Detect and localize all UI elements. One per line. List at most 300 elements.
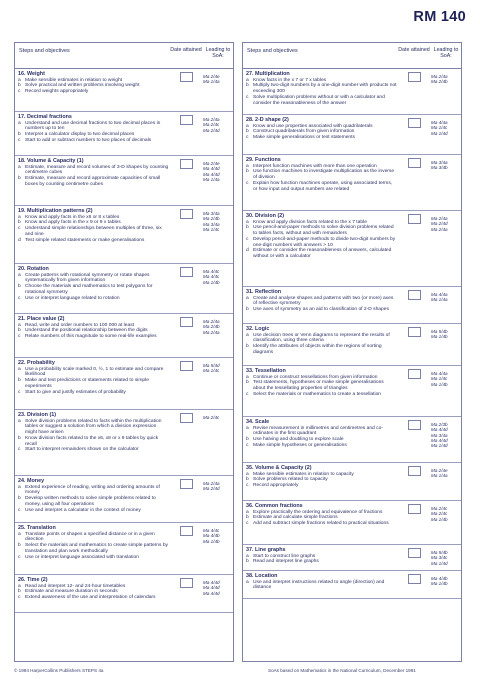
soa-reference: Ma 2/4b <box>431 79 448 85</box>
item-letter: b <box>246 477 249 483</box>
date-attained-cell <box>397 465 431 499</box>
section-title: 29. Functions <box>246 157 281 163</box>
item-letter: a <box>246 163 249 169</box>
soa-reference: Ma 4/4d <box>431 438 448 444</box>
item-text: Understand the positional relationship between the digits <box>25 328 148 334</box>
item-text: Estimate, measure and record volumes of 3-D shapes by counting centimetre cubes <box>25 164 169 176</box>
item-text: Multiply two-digit numbers by a one-digit number with products not exceeding 300 <box>253 83 397 95</box>
section-body <box>246 289 397 322</box>
objective-item <box>18 296 169 302</box>
item-text: Choose the materials and mathematics to test polygons for rotational symmetry <box>25 284 153 295</box>
item-letter: c <box>18 137 21 143</box>
objective-item <box>246 333 397 344</box>
soa-reference: Ma 1/4c <box>203 227 220 233</box>
header-soa: Leading to SoA: <box>205 47 231 60</box>
date-attained-box[interactable] <box>180 526 193 536</box>
sections-left <box>15 69 233 613</box>
item-letter: a <box>18 583 21 589</box>
header-steps: Steps and objectives <box>247 48 298 54</box>
objective-item <box>18 595 169 601</box>
item-letter: a <box>246 77 249 83</box>
soa-reference: Ma 4/4d <box>203 166 220 172</box>
soa-source-footer: SoAs based on Mathematics in the National Curriculum, December 1991 <box>268 668 416 673</box>
item-letter: c <box>18 334 21 340</box>
objective-item <box>18 447 169 453</box>
item-letter: a <box>18 214 21 220</box>
objective-item <box>246 95 397 106</box>
soa-cell <box>203 478 233 521</box>
section-body <box>18 208 169 262</box>
soa-reference: Ma 2/4c <box>203 415 220 420</box>
item-text: Make and test predictions or statements related to simple experiments <box>25 378 149 389</box>
soa-reference: Ma 3/4a <box>203 221 220 227</box>
objective-item <box>246 296 397 307</box>
soa-cell <box>203 360 233 408</box>
soa-reference: Ma 2/3b <box>431 422 448 427</box>
section-title: 28. 2-D shape (2) <box>246 117 289 123</box>
item-text: Extend experience of reading, writing and ordering amounts of money <box>25 484 160 496</box>
objective-item <box>246 380 397 391</box>
soa-reference: Ma 1/4b <box>431 516 448 522</box>
date-attained-box[interactable] <box>180 209 193 219</box>
soa-reference: Ma 2/4b <box>203 216 220 222</box>
item-letter: a <box>18 164 21 170</box>
item-text: Solve multiplication problems without or with a calculator and consider the reasonableness of the answer <box>253 94 385 106</box>
objective-item <box>18 436 169 447</box>
item-letter: b <box>18 284 21 290</box>
soa-reference: Ma 4/4a <box>431 292 448 297</box>
objective-item <box>18 390 169 396</box>
item-text: Use and interpret a calculator in the context of money <box>25 507 141 513</box>
item-letter: a <box>246 374 249 380</box>
item-letter: a <box>246 553 249 559</box>
item-text: Explain how function machines operate, using associated terms, or how input and output numbers are related <box>253 180 393 192</box>
item-text: Use halving and doubling to explore scale <box>253 437 344 443</box>
soa-reference: Ma 2/4c <box>431 511 448 517</box>
section-body <box>246 326 397 364</box>
date-attained-box[interactable] <box>180 317 193 327</box>
soa-cell <box>203 577 233 611</box>
date-attained-cell <box>397 503 431 543</box>
objective-item <box>18 165 169 176</box>
soa-reference: Ma 2/4a <box>203 481 220 486</box>
item-letter: b <box>246 437 249 443</box>
soa-reference: Ma 4/4d <box>431 427 448 433</box>
objective-section <box>15 112 233 156</box>
objectives-column-left <box>14 42 234 662</box>
objectives-column-right <box>242 42 462 662</box>
item-letter: b <box>18 543 21 549</box>
header-date: Date attained <box>170 47 202 53</box>
date-attained-cell <box>397 547 431 569</box>
item-text: Test statements, hypotheses or make simple generalisations about the tessellating properties of triangles <box>253 380 384 392</box>
item-text: Revise measurement in millimetres and centimetres and co-ordinates in the first quadrant <box>253 425 383 437</box>
objective-item <box>18 367 169 378</box>
copyright-footer: © 1994 HarperCollins Publishers STEPS 4a <box>14 668 104 673</box>
objective-item <box>246 307 397 313</box>
column-header <box>15 43 233 69</box>
soa-reference: Ma 1/4a <box>203 177 220 183</box>
item-text: Know division facts related to the x6, x8 or x 9 tables by quick recall <box>25 435 159 447</box>
item-text: Read and interpret 12- and 24-hour timetables <box>25 583 126 589</box>
soa-cell <box>431 157 461 209</box>
item-text: Read, write and order numbers to 100 000 at least <box>25 322 135 328</box>
objective-item <box>246 521 397 527</box>
header-steps: Steps and objectives <box>19 48 70 54</box>
section-title: 35. Volume & Capacity (2) <box>246 465 312 471</box>
item-text: Relate numbers of this magnitude to some real-life examples <box>25 334 157 340</box>
objective-item <box>246 483 397 489</box>
section-body <box>246 465 397 499</box>
item-letter: b <box>18 435 21 441</box>
date-attained-box[interactable] <box>180 361 193 371</box>
item-letter: b <box>18 496 21 502</box>
objective-item <box>246 559 397 565</box>
soa-cell <box>431 71 461 113</box>
date-attained-cell <box>169 360 203 408</box>
soa-reference: Ma 4/4c <box>203 528 220 533</box>
section-body <box>18 478 169 521</box>
item-letter: a <box>246 579 249 585</box>
date-attained-box[interactable] <box>180 72 193 82</box>
objective-section <box>243 501 461 545</box>
soa-reference: Ma 4/4b <box>431 576 448 581</box>
objective-item <box>246 392 397 398</box>
soa-reference: Ma 4/4a <box>431 371 448 376</box>
item-text: Develop pencil-and-paper methods to divide two-digit numbers by one-digit numbers with answers > 10 <box>253 236 396 248</box>
date-attained-cell <box>397 157 431 209</box>
soa-reference: Ma 4/4d <box>203 580 220 585</box>
column-header <box>243 43 461 69</box>
item-text: Solve practical and written problems involving weight <box>25 83 140 89</box>
section-body <box>246 419 397 461</box>
item-text: Record appropriately <box>253 483 299 489</box>
date-attained-box[interactable] <box>408 158 421 168</box>
date-attained-cell <box>397 573 431 597</box>
item-letter: d <box>18 237 21 243</box>
soa-reference: Ma 1/4d <box>431 130 448 136</box>
header-date: Date attained <box>398 47 430 53</box>
item-text: Extend awareness of the use and interpretation of calendars <box>25 595 156 601</box>
item-text: Add and subtract simple fractions related to practical situations <box>253 521 389 527</box>
section-title: 21. Place value (2) <box>18 316 65 322</box>
section-body <box>246 547 397 569</box>
soa-reference: Ma 1/4a <box>203 79 220 85</box>
soa-reference: Ma 5/4b <box>431 550 448 555</box>
soa-reference: Ma 2/4d <box>203 127 220 133</box>
item-text: Understand simple relationships between multiples of three, six and nine <box>25 226 162 237</box>
item-letter: b <box>246 307 249 313</box>
item-letter: a <box>18 120 21 126</box>
soa-reference: Ma 2/4e <box>203 161 220 166</box>
section-body <box>246 503 397 543</box>
section-title: 31. Reflection <box>246 289 282 295</box>
item-text: Create and analyse shapes and patterns with two (or more) axes of reflective symmetry <box>253 295 394 307</box>
item-letter: a <box>246 471 249 477</box>
section-body <box>18 316 169 356</box>
item-letter: c <box>246 236 249 242</box>
item-letter: b <box>246 83 249 89</box>
item-text: Use pencil-and-paper methods to solve division problems related to tables facts, without and with remainders <box>253 225 394 237</box>
section-body <box>246 157 397 209</box>
soa-reference: Ma 1/4d <box>431 560 448 566</box>
item-letter: b <box>246 559 249 565</box>
soa-reference: Ma 2/4a <box>203 329 220 335</box>
item-text: Know and apply facts in the x6 or 8 x tables <box>25 214 120 220</box>
date-attained-cell <box>169 114 203 154</box>
section-body <box>246 213 397 285</box>
item-letter: c <box>18 295 21 301</box>
soa-reference: Ma 2/4a <box>203 319 220 324</box>
soa-reference: Ma 2/4d <box>203 486 220 492</box>
item-letter: b <box>18 589 21 595</box>
item-text: Make simple hypotheses or generalisations <box>253 442 347 448</box>
item-letter: c <box>246 442 249 448</box>
date-attained-box[interactable] <box>180 479 193 489</box>
objective-section <box>243 417 461 463</box>
soa-reference: Ma 3/4a <box>431 160 448 165</box>
date-attained-box[interactable] <box>180 413 193 423</box>
soa-reference: Ma 1/4b <box>431 581 448 587</box>
objective-item <box>18 226 169 237</box>
item-text: Read and interpret line graphs <box>253 559 319 565</box>
item-letter: c <box>246 483 249 489</box>
soa-cell <box>431 213 461 285</box>
item-text: Interpret function machines with more than one operation <box>253 163 377 169</box>
soa-reference: Ma 1/4b <box>431 334 448 340</box>
soa-reference: Ma 2/4c <box>203 122 220 128</box>
item-letter: a <box>246 295 249 301</box>
item-text: Estimate and measure duration in seconds <box>25 589 118 595</box>
section-title: 32. Logic <box>246 326 270 332</box>
item-text: Translate points or shapes a specified distance or in a given direction <box>25 531 155 543</box>
section-body <box>18 114 169 154</box>
soa-reference: Ma 1/4b <box>203 538 220 544</box>
date-attained-cell <box>169 71 203 110</box>
item-text: Interpret a calculator display to two decimal places <box>25 132 135 138</box>
date-attained-cell <box>397 71 431 113</box>
soa-cell <box>431 368 461 415</box>
item-text: Select the materials and mathematics to create simple patterns by translation and plan work methodically <box>25 543 168 554</box>
objective-item <box>246 580 397 591</box>
date-attained-box[interactable] <box>180 578 193 588</box>
section-title: 26. Time (2) <box>18 577 48 583</box>
item-letter: c <box>246 521 249 527</box>
soa-reference: Ma 5/4d <box>203 363 220 368</box>
date-attained-box[interactable] <box>408 548 421 558</box>
soa-reference: Ma 3/4a <box>203 211 220 216</box>
item-text: Use and interpret instructions related to angle (direction) and distance <box>253 579 385 591</box>
date-attained-box[interactable] <box>408 72 421 82</box>
section-body <box>18 266 169 312</box>
objective-section <box>243 211 461 287</box>
soa-reference: Ma 2/4a <box>431 216 448 221</box>
soa-cell <box>431 503 461 543</box>
item-text: Select the materials or mathematics to create a tessellation <box>253 391 382 397</box>
item-text: Start to construct line graphs <box>253 553 316 559</box>
item-letter: c <box>18 554 21 560</box>
item-text: Identify the attributes of objects within the regions of sorting diagrams <box>253 344 382 355</box>
item-letter: a <box>246 123 249 129</box>
soa-reference: Ma 1/4c <box>431 125 448 131</box>
date-attained-box[interactable] <box>408 327 421 337</box>
soa-reference: Ma 2/4a <box>203 117 220 122</box>
objective-section <box>243 366 461 417</box>
soa-reference: Ma 4/4c <box>203 269 220 274</box>
soa-reference: Ma 1/4a <box>431 473 448 479</box>
soa-reference: Ma 2/4d <box>431 221 448 227</box>
objective-item <box>18 238 169 244</box>
objective-item <box>18 176 169 187</box>
item-letter: c <box>246 180 249 186</box>
item-letter: c <box>18 89 21 95</box>
soa-reference: Ma 2/4a <box>431 74 448 79</box>
soa-reference: Ma 2/4a <box>431 226 448 232</box>
date-attained-box[interactable] <box>408 504 421 514</box>
section-body <box>246 71 397 113</box>
soa-reference: Ma 4/4c <box>203 274 220 280</box>
soa-reference: Ma 1/4c <box>431 376 448 382</box>
date-attained-box[interactable] <box>408 466 421 476</box>
item-letter: b <box>246 380 249 386</box>
item-text: Know and use properties associated with quadrilaterals <box>253 123 373 129</box>
section-title: 20. Rotation <box>18 266 49 272</box>
soa-cell <box>431 465 461 499</box>
soa-cell <box>203 412 233 474</box>
section-title: 37. Line graphs <box>246 547 286 553</box>
date-attained-box[interactable] <box>408 574 421 584</box>
objective-section <box>243 287 461 324</box>
date-attained-cell <box>169 412 203 474</box>
item-letter: c <box>246 94 249 100</box>
item-text: Make sensible estimates in relation to capacity <box>253 471 354 477</box>
item-letter: a <box>18 272 21 278</box>
soa-cell <box>203 114 233 154</box>
date-attained-cell <box>397 213 431 285</box>
item-text: Continue or construct tessellations from given information <box>253 374 378 380</box>
item-text: Create patterns with rotational symmetry or rotate shapes systematically from given information <box>25 272 150 284</box>
item-letter: a <box>246 425 249 431</box>
soa-cell <box>431 289 461 322</box>
soa-reference: Ma 2/4c <box>431 506 448 511</box>
soa-cell <box>203 525 233 573</box>
objective-section <box>15 264 233 314</box>
objective-section <box>15 206 233 264</box>
date-attained-box[interactable] <box>408 214 421 224</box>
item-letter: b <box>18 132 21 138</box>
item-text: Start to give and justify estimates of probability <box>25 389 126 395</box>
header-soa: Leading to SoA: <box>433 47 459 60</box>
soa-cell <box>203 71 233 110</box>
objective-section <box>243 115 461 155</box>
item-text: Use decision trees or Venn diagrams to represent the results of classification, using three criteria <box>253 332 390 344</box>
objective-item <box>246 237 397 248</box>
date-attained-box[interactable] <box>180 159 193 169</box>
objective-item <box>18 543 169 554</box>
item-letter: b <box>246 225 249 231</box>
item-letter: a <box>18 77 21 83</box>
section-body <box>246 368 397 415</box>
item-text: Estimate and calculate simple fractions <box>253 515 338 521</box>
section-title: 38. Location <box>246 573 278 579</box>
item-letter: c <box>246 391 249 397</box>
date-attained-box[interactable] <box>408 420 421 430</box>
section-body <box>18 71 169 110</box>
item-letter: c <box>18 447 21 453</box>
soa-cell <box>431 419 461 461</box>
soa-reference: Ma 2/4e <box>431 468 448 473</box>
objective-item <box>18 508 169 514</box>
section-body <box>18 525 169 573</box>
item-letter: b <box>18 328 21 334</box>
date-attained-box[interactable] <box>408 118 421 128</box>
objective-section <box>15 156 233 206</box>
item-text: Record weights appropriately <box>25 89 89 95</box>
objective-item <box>246 344 397 355</box>
section-title: 16. Weight <box>18 71 45 77</box>
date-attained-cell <box>169 158 203 204</box>
soa-reference: Ma 3/4c <box>431 555 448 561</box>
soa-cell <box>431 117 461 153</box>
soa-cell <box>203 158 233 204</box>
item-letter: b <box>246 169 249 175</box>
item-letter: b <box>246 344 249 350</box>
soa-reference: Ma 4/4d <box>203 171 220 177</box>
soa-reference: Ma 1/4d <box>431 443 448 449</box>
date-attained-box[interactable] <box>180 267 193 277</box>
date-attained-box[interactable] <box>408 290 421 300</box>
section-title: 17. Decimal fractions <box>18 114 72 120</box>
objective-item <box>18 378 169 389</box>
soa-reference: Ma 1/4b <box>431 381 448 387</box>
section-body <box>18 360 169 408</box>
section-body <box>246 573 397 597</box>
section-title: 18. Volume & Capacity (1) <box>18 158 84 164</box>
item-letter: a <box>18 366 21 372</box>
objective-item <box>18 555 169 561</box>
item-letter: c <box>18 507 21 513</box>
soa-cell <box>203 208 233 262</box>
soa-reference: Ma 5/4b <box>431 329 448 334</box>
date-attained-box[interactable] <box>180 115 193 125</box>
item-text: Start to add or subtract numbers to two places of decimals <box>25 137 152 143</box>
item-letter: d <box>246 248 249 254</box>
item-text: Estimate or consider the reasonableness of answers, calculated without or with a calculator <box>253 248 392 260</box>
item-text: Solve division problems related to facts within the multiplication tables or suggest a solution from which a division expression might have arisen <box>25 418 162 436</box>
item-text: Develop written methods to solve simple problems related to money, using all four operations <box>25 496 156 507</box>
objective-section <box>15 410 233 476</box>
soa-reference: Ma 2/4b <box>203 324 220 330</box>
item-text: Know facts in the x 7 or 7 x tables <box>253 77 327 83</box>
objective-item <box>246 225 397 236</box>
item-text: Start to interpret remainders shown on the calculator <box>25 447 139 453</box>
date-attained-box[interactable] <box>408 369 421 379</box>
date-attained-cell <box>169 316 203 356</box>
item-text: Know and apply division facts related to the x 7 table <box>253 219 367 225</box>
objective-item <box>246 135 397 141</box>
objective-item <box>18 89 169 95</box>
item-letter: a <box>246 219 249 225</box>
objective-item <box>246 83 397 94</box>
objective-item <box>18 334 169 340</box>
date-attained-cell <box>169 478 203 521</box>
item-letter: c <box>246 135 249 141</box>
item-text: Estimate, measure and record approximate capacities of small boxes by counting centimetre cubes <box>25 176 161 187</box>
item-letter: b <box>18 83 21 89</box>
date-attained-cell <box>397 368 431 415</box>
item-letter: b <box>246 129 249 135</box>
objective-section <box>15 523 233 575</box>
